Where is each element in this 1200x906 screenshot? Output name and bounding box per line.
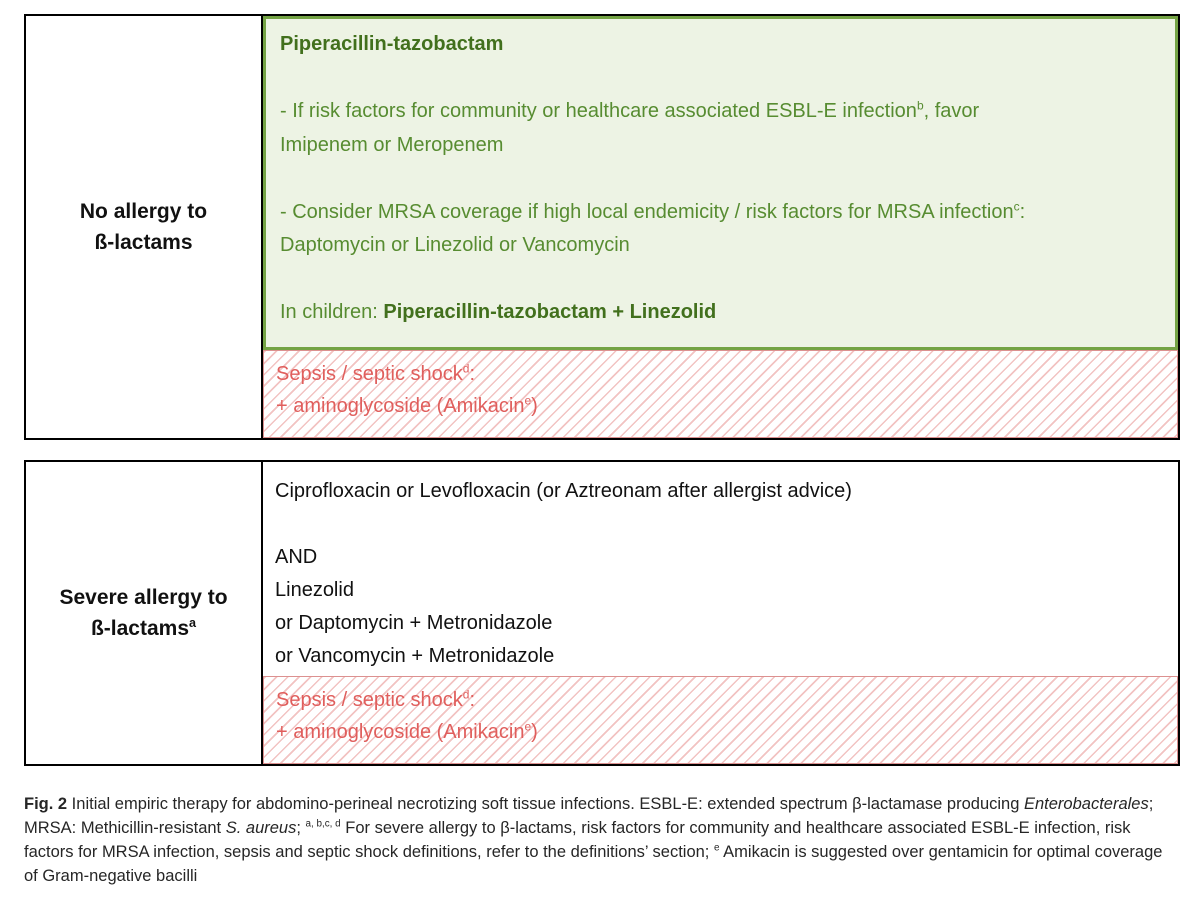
- no-allergy-therapy-cell: [263, 16, 1178, 438]
- text-segment: ): [531, 721, 538, 743]
- text-line: [280, 62, 1161, 96]
- text-segment: or Vancomycin + Metronidazole: [275, 645, 555, 667]
- text-segment: + aminoglycoside (Amikacin: [276, 395, 525, 417]
- text-segment: AND: [275, 546, 318, 568]
- text-segment: Sepsis / septic shock: [276, 363, 463, 385]
- severe-allergy-therapy-cell: [263, 462, 1178, 764]
- figure-2: [24, 14, 1180, 766]
- text-line: [276, 716, 1165, 748]
- text-segment: c: [1013, 198, 1020, 213]
- text-segment: :: [469, 689, 475, 711]
- text-line: [275, 475, 1166, 508]
- text-segment: :: [1019, 200, 1026, 223]
- text-segment: e: [713, 842, 720, 854]
- text-line: [91, 613, 196, 644]
- text-segment: Imipenem or Meropenem: [280, 133, 504, 156]
- text-segment: d: [462, 687, 470, 702]
- text-segment: - If risk factors for community or healthcare associated ESBL-E infection: [280, 100, 917, 122]
- text-segment: + aminoglycoside (Amikacin: [276, 721, 525, 743]
- text-segment: ß-lactams: [94, 231, 193, 254]
- text-segment: Daptomycin or Linezolid or Vancomycin: [280, 234, 630, 256]
- text-line: [276, 358, 1165, 390]
- text-line: [80, 196, 207, 227]
- text-segment: ß-lactams: [90, 617, 190, 640]
- text-segment: Severe allergy to: [59, 586, 228, 609]
- text-segment: In children:: [280, 301, 384, 323]
- text-line: [280, 129, 1161, 163]
- text-segment: Amikacin is suggested over gentamicin for optimal coverage of Gram-negative bacilli: [24, 843, 1163, 885]
- text-segment: ): [531, 395, 538, 417]
- figure-caption: [24, 792, 1176, 888]
- text-segment: Fig. 2: [24, 795, 68, 813]
- text-segment: , favor: [923, 100, 980, 122]
- text-segment: Piperacillin-tazobactam + Linezolid: [383, 301, 717, 323]
- text-segment: d: [462, 361, 470, 376]
- alternative-therapy-box: [263, 462, 1178, 676]
- text-segment: No allergy to: [79, 200, 208, 223]
- text-segment: Ciprofloxacin or Levofloxacin (or Aztreonam after allergist advice): [275, 480, 852, 502]
- text-line: [275, 508, 1166, 541]
- text-segment: Initial empiric therapy for abdomino-perineal necrotizing soft tissue infections. ESBL-E: extended spectrum β-lactamase producing: [67, 795, 1024, 813]
- text-line: [276, 390, 1165, 422]
- text-segment: or Daptomycin + Metronidazole: [275, 612, 553, 634]
- severe-allergy-table: [24, 460, 1180, 766]
- text-segment: e: [524, 393, 532, 408]
- text-segment: b: [916, 98, 924, 113]
- text-segment: S. aureus: [225, 819, 297, 837]
- sepsis-adjunct-box-bottom: [263, 676, 1178, 764]
- text-segment: ;: [296, 819, 306, 837]
- text-segment: ; MRSA: Methicillin-resistant: [24, 795, 1154, 837]
- text-segment: e: [524, 719, 532, 734]
- text-segment: Sepsis / septic shock: [276, 689, 463, 711]
- text-line: [59, 582, 227, 613]
- text-segment: Linezolid: [275, 579, 354, 601]
- text-line: [94, 227, 192, 258]
- text-line: [275, 574, 1166, 607]
- text-line: [275, 541, 1166, 574]
- no-allergy-label-cell: [26, 16, 263, 438]
- first-line-therapy-box: [263, 16, 1178, 350]
- text-line: [280, 263, 1161, 297]
- text-line: [280, 229, 1161, 263]
- text-line: [280, 196, 1161, 230]
- sepsis-adjunct-box-top: [263, 350, 1178, 438]
- text-segment: For severe allergy to β-lactams, risk factors for community and healthcare associated ESBL-E infection, risk factors for MRSA infection, sepsis and septic shock definitions, refer to the definitions’ section;: [24, 819, 1131, 861]
- text-line: [280, 296, 1161, 330]
- no-allergy-table: [24, 14, 1180, 440]
- text-line: [275, 640, 1166, 673]
- text-segment: Enterobacterales: [1023, 795, 1149, 813]
- text-line: [280, 95, 1161, 129]
- text-segment: a: [189, 616, 197, 630]
- text-line: [280, 28, 1161, 62]
- text-segment: Piperacillin-tazobactam: [280, 33, 504, 55]
- text-line: [275, 607, 1166, 640]
- text-segment: - Consider MRSA coverage if high local endemicity / risk factors for MRSA infection: [280, 200, 1014, 223]
- text-line: [280, 162, 1161, 196]
- text-segment: :: [469, 363, 475, 385]
- text-line: [276, 684, 1165, 716]
- text-segment: a, b,c, d: [305, 818, 341, 830]
- severe-allergy-label-cell: [26, 462, 263, 764]
